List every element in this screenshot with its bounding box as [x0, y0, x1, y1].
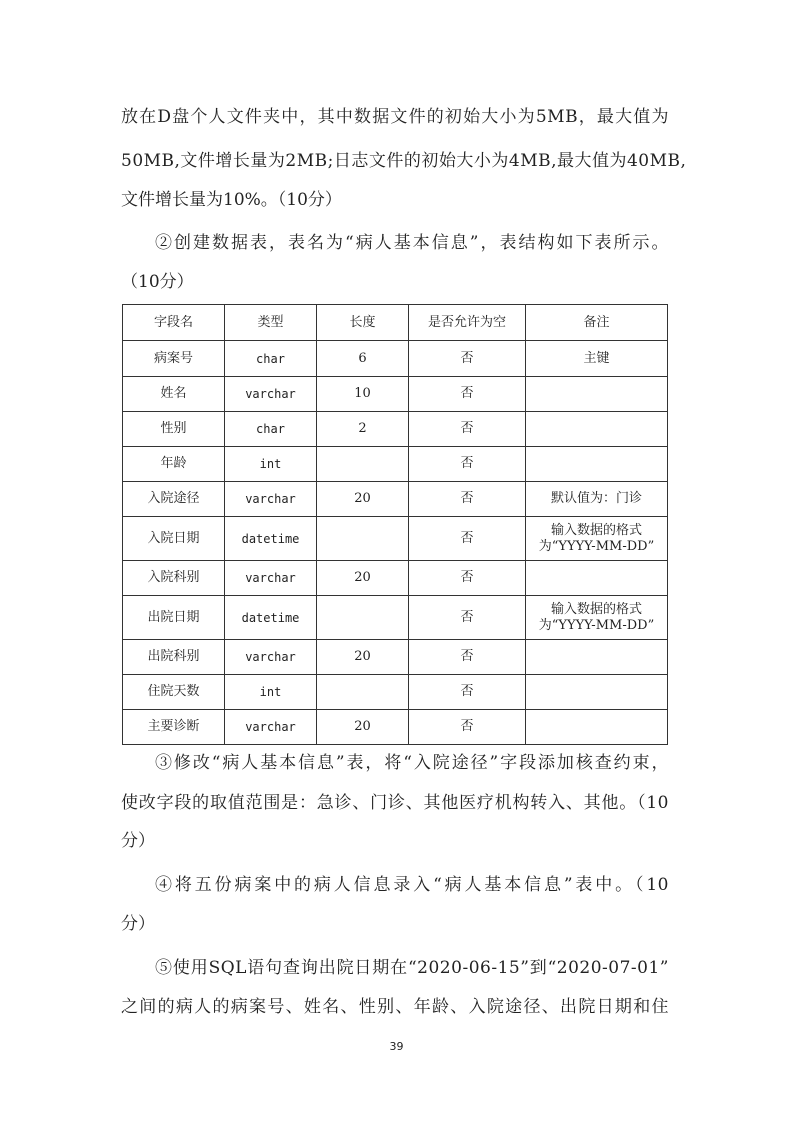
table-cell: 输入数据的格式为“YYYY-MM-DD”	[526, 596, 668, 640]
table-cell: int	[225, 447, 317, 482]
table-cell: 入院途径	[123, 482, 225, 517]
column-header: 长度	[317, 305, 409, 341]
table-cell: 否	[409, 482, 526, 517]
table-cell: 2	[317, 412, 409, 447]
table-cell: 默认值为：门诊	[526, 482, 668, 517]
paragraph-line: 之间的病人的病案号、姓名、性别、年龄、入院途径、出院日期和住	[121, 997, 669, 1017]
paragraph-line: ③修改“病人基本信息”表，将“入院途径”字段添加核查约束，	[155, 753, 669, 773]
table-cell	[317, 596, 409, 640]
table-cell: varchar	[225, 710, 317, 745]
table-cell: 入院科别	[123, 561, 225, 596]
table-row	[123, 412, 668, 447]
table-cell: 20	[317, 640, 409, 675]
paragraph-line: 50MB,文件增长量为2MB;日志文件的初始大小为4MB,最大值为40MB,	[121, 151, 687, 171]
table-header-row	[123, 305, 668, 341]
table-cell: varchar	[225, 561, 317, 596]
table-cell: 出院科别	[123, 640, 225, 675]
paragraph-line: 文件增长量为10%。（10分）	[121, 190, 342, 210]
table-cell: 6	[317, 341, 409, 377]
table-cell: char	[225, 341, 317, 377]
paragraph-line: 分）	[121, 914, 155, 934]
table-cell: 性别	[123, 412, 225, 447]
table-cell: 10	[317, 377, 409, 412]
table-cell: 20	[317, 482, 409, 517]
table-cell	[526, 640, 668, 675]
table-row	[123, 675, 668, 710]
table-row	[123, 561, 668, 596]
table-cell: 入院日期	[123, 517, 225, 561]
table-cell: 20	[317, 561, 409, 596]
paragraph-line: 使改字段的取值范围是：急诊、门诊、其他医疗机构转入、其他。（10	[121, 793, 669, 813]
table-row	[123, 517, 668, 561]
table-cell: 否	[409, 640, 526, 675]
table-cell: varchar	[225, 482, 317, 517]
table-cell: 否	[409, 596, 526, 640]
table-cell	[526, 561, 668, 596]
table-cell	[526, 675, 668, 710]
table-row	[123, 341, 668, 377]
table-cell: datetime	[225, 596, 317, 640]
paragraph-line: （10分）	[121, 272, 194, 292]
table-cell: datetime	[225, 517, 317, 561]
page-number: 39	[389, 1040, 404, 1053]
table-row	[123, 596, 668, 640]
table-cell	[526, 412, 668, 447]
table-cell: 否	[409, 412, 526, 447]
table-cell	[526, 710, 668, 745]
table-cell: varchar	[225, 377, 317, 412]
table-row	[123, 710, 668, 745]
paragraph-line: ⑤使用SQL语句查询出院日期在“2020-06-15”到“2020-07-01”	[155, 958, 669, 978]
table-cell: char	[225, 412, 317, 447]
table-cell	[317, 675, 409, 710]
table-cell: 出院日期	[123, 596, 225, 640]
table-cell: int	[225, 675, 317, 710]
table-cell: 病案号	[123, 341, 225, 377]
paragraph-line: 分）	[121, 831, 155, 851]
paragraph-line: 放在D盘个人文件夹中，其中数据文件的初始大小为5MB，最大值为	[121, 107, 669, 127]
table-cell: 年龄	[123, 447, 225, 482]
column-header: 备注	[526, 305, 668, 341]
table-cell: 主要诊断	[123, 710, 225, 745]
paragraph-line: ④将五份病案中的病人信息录入“病人基本信息”表中。（10	[155, 875, 669, 895]
table-cell	[317, 447, 409, 482]
column-header: 是否允许为空	[409, 305, 526, 341]
table-cell: varchar	[225, 640, 317, 675]
table-cell: 否	[409, 675, 526, 710]
table-cell: 否	[409, 561, 526, 596]
column-header: 字段名	[123, 305, 225, 341]
table-cell	[526, 377, 668, 412]
paragraph-line: ②创建数据表，表名为“病人基本信息”，表结构如下表所示。	[155, 233, 669, 253]
table-cell	[526, 447, 668, 482]
table-cell: 否	[409, 377, 526, 412]
table-structure	[122, 304, 668, 745]
table-cell: 否	[409, 447, 526, 482]
table-cell: 20	[317, 710, 409, 745]
table-row	[123, 447, 668, 482]
table-cell: 否	[409, 710, 526, 745]
table-row	[123, 640, 668, 675]
table-cell	[317, 517, 409, 561]
table-cell: 否	[409, 517, 526, 561]
table-row	[123, 377, 668, 412]
column-header: 类型	[225, 305, 317, 341]
table-cell: 输入数据的格式为“YYYY-MM-DD”	[526, 517, 668, 561]
table-cell: 住院天数	[123, 675, 225, 710]
table-cell: 主键	[526, 341, 668, 377]
table-cell: 姓名	[123, 377, 225, 412]
table-row	[123, 482, 668, 517]
table-cell: 否	[409, 341, 526, 377]
